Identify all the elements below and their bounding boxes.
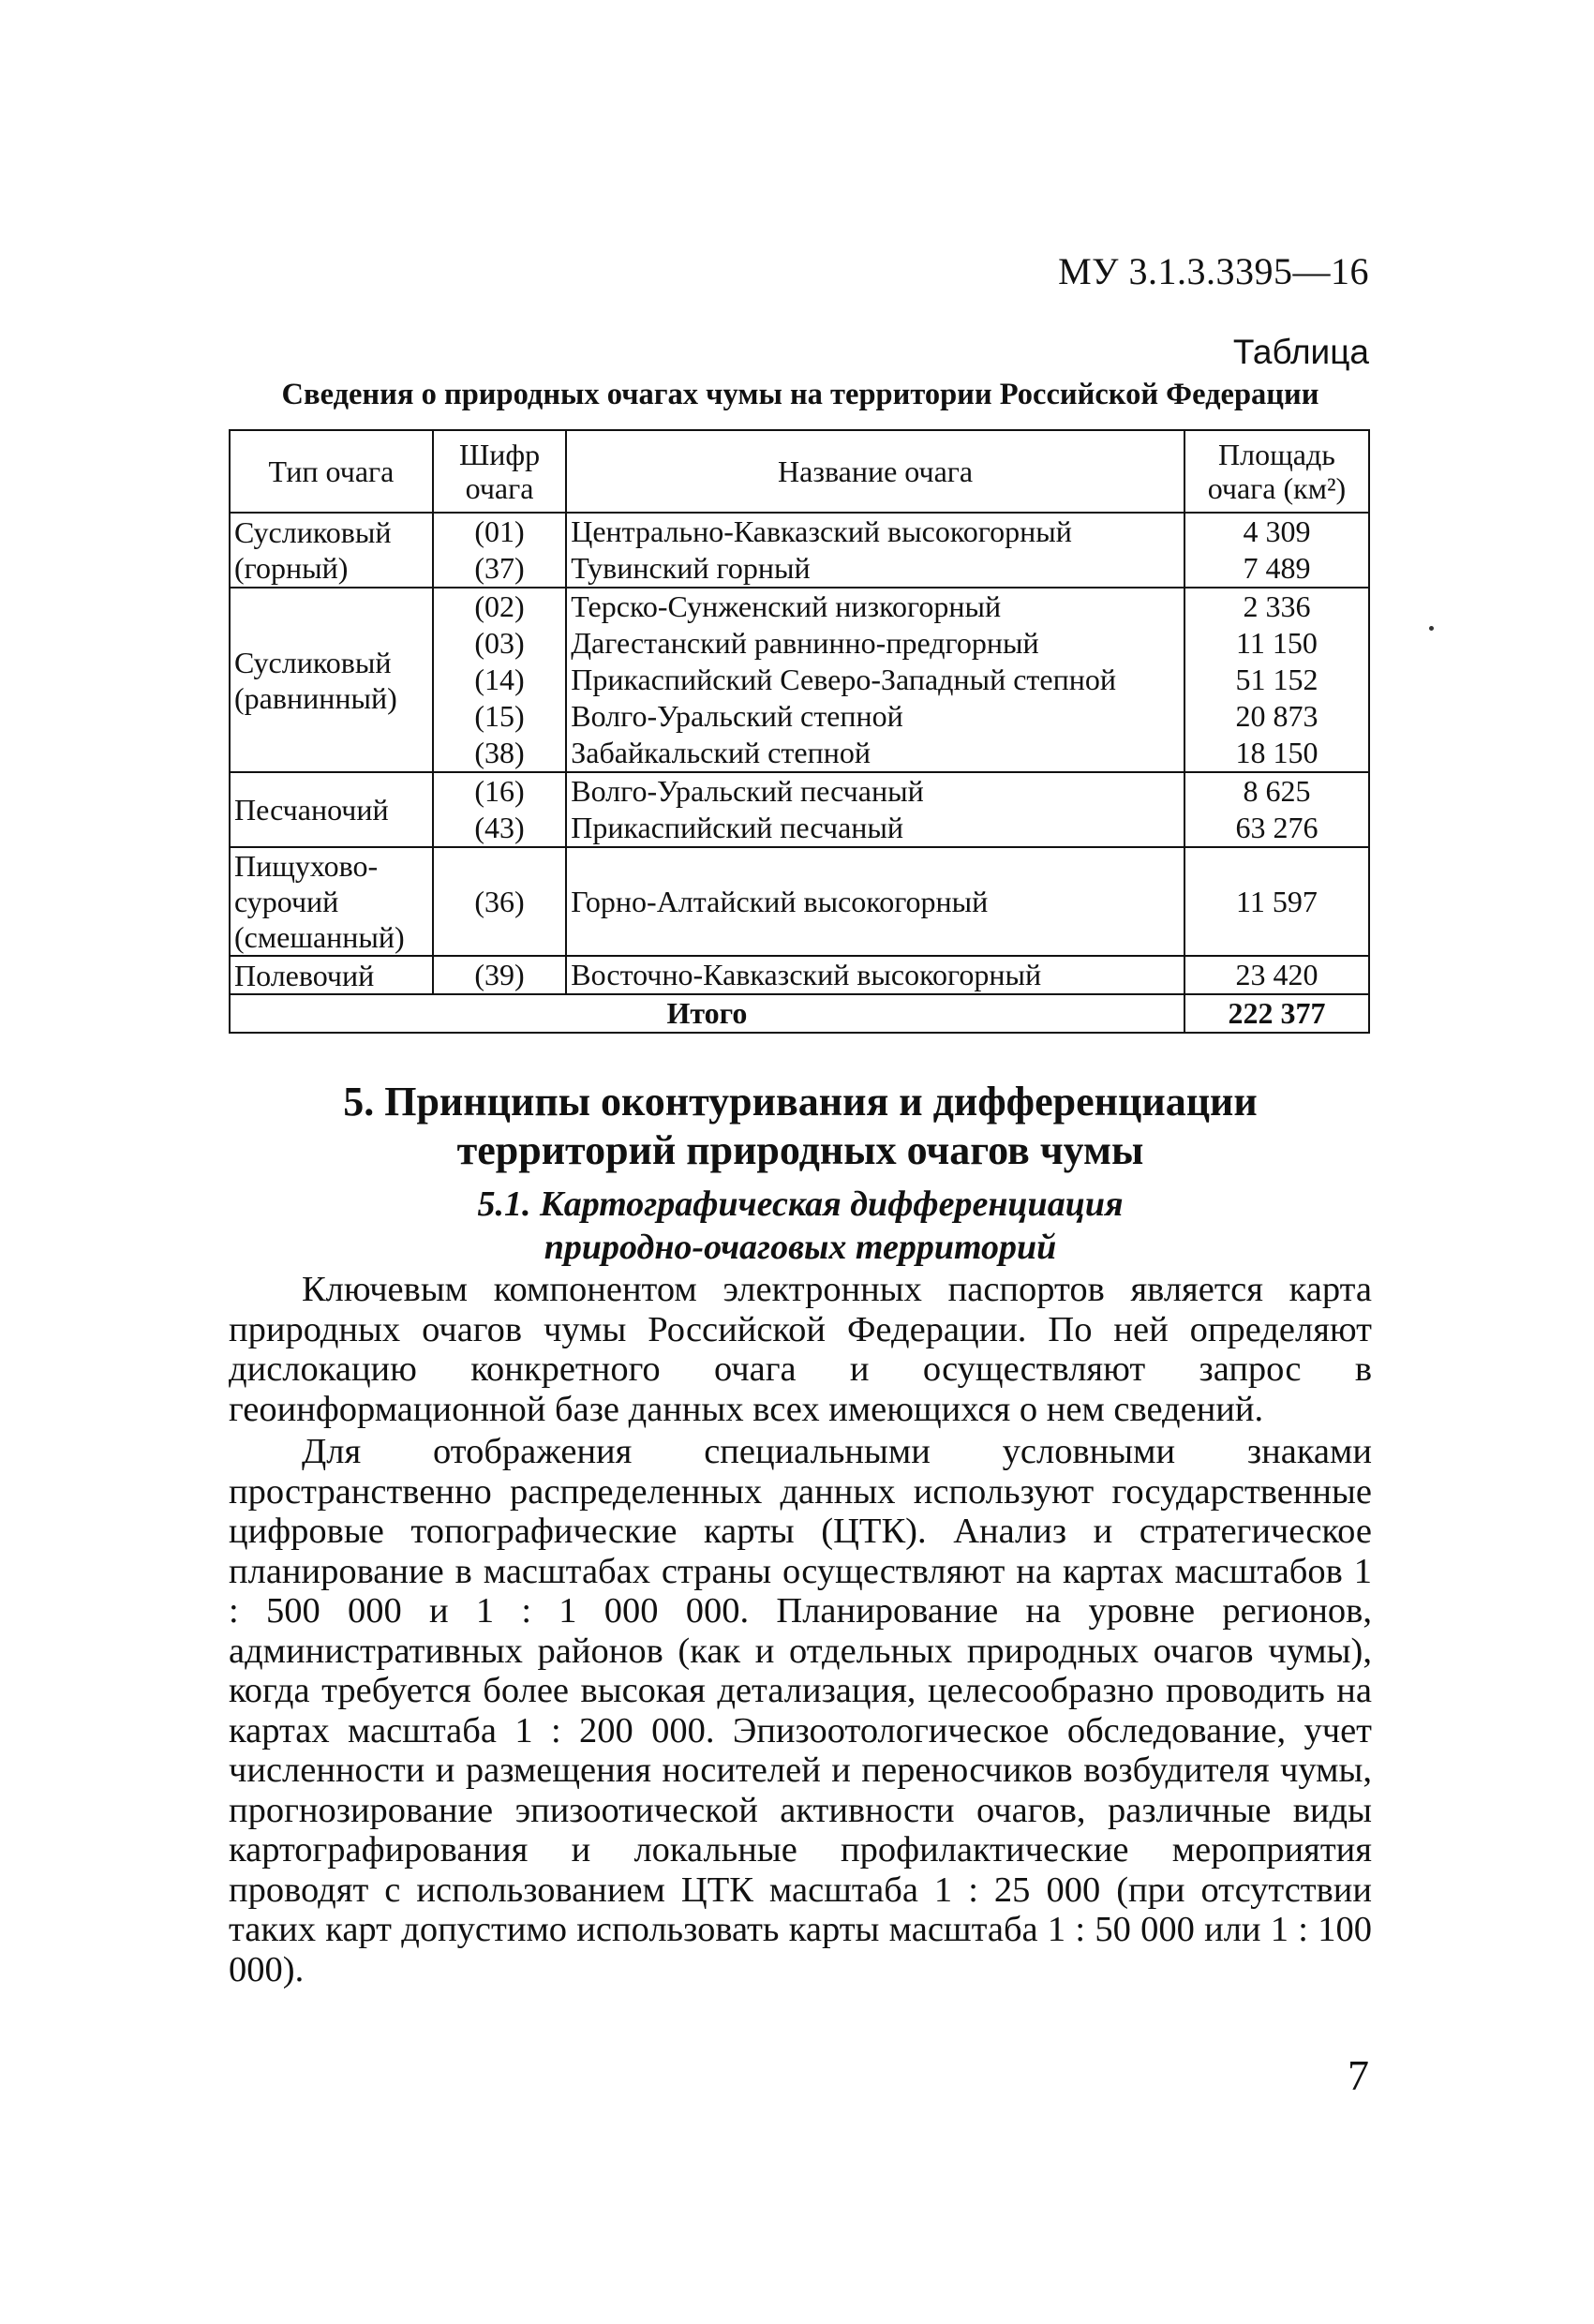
focus-area: 2 336: [1243, 589, 1311, 623]
total-value: 222 377: [1184, 994, 1369, 1033]
focus-name: Терско-Сунженский низкогорный: [571, 589, 1002, 623]
section-title-line2: территорий природных очагов чумы: [456, 1127, 1144, 1173]
focus-code-cell: (36): [433, 847, 566, 956]
focus-area: 8 625: [1243, 774, 1311, 808]
focus-code-cell: [433, 772, 566, 847]
focus-code: (37): [474, 551, 525, 585]
focus-area: 63 276: [1235, 811, 1318, 844]
focus-code: (14): [474, 663, 525, 696]
focus-name: Дагестанский равнинно-предгорный: [571, 626, 1039, 660]
table-row: [230, 847, 1369, 956]
focus-code: (15): [474, 699, 525, 733]
page-number: 7: [1348, 2051, 1369, 2099]
column-header-code-line2: очага: [465, 471, 534, 505]
focus-name: Прикаспийский песчаный: [571, 811, 904, 844]
focus-area: 4 309: [1243, 514, 1311, 548]
focus-code: (38): [474, 736, 525, 769]
subsection-title: [229, 1183, 1372, 1269]
subsection-title-line1: 5.1. Картографическая дифференциация: [477, 1184, 1124, 1224]
column-header-code: [433, 430, 566, 513]
focus-name-cell: Восточно-Кавказский высокогорный: [566, 956, 1184, 994]
focus-type-text: Пищухово-сурочий (смешанный): [234, 849, 405, 954]
focus-type-cell: Сусликовый (горный): [230, 513, 433, 588]
total-label: Итого: [230, 994, 1184, 1033]
focus-area-cell: [1184, 588, 1369, 772]
paragraph: Для отображения специальными условными знаками пространственно распределенных данных используют государственные цифровые топографические карты (ЦТК). Анализ и стратегическое планирование в масштабах страны осуществляют на картах масштабов 1 : 500 000 и 1 : 1 000 000. Планирование на уровне регионов, административных районов (как и отдельных природных очагов чумы), когда требуется более высокая детализация, целесообразно проводить на картах масштаба 1 : 200 000. Эпизоотологическое обследование, учет численности и размещения носителей и переносчиков возбудителя чумы, прогнозирование эпизоотической активности очагов, различные виды картографирования и локальные профилактические мероприятия проводят с использованием ЦТК масштаба 1 : 25 000 (при отсутствии таких карт допустимо использовать карты масштаба 1 : 50 000 или 1 : 100 000).: [229, 1432, 1372, 1989]
focus-name-cell: Горно-Алтайский высокогорный: [566, 847, 1184, 956]
column-header-type: Тип очага: [230, 430, 433, 513]
section-title-line1: 5. Принципы оконтуривания и дифференциации: [343, 1079, 1258, 1125]
focus-code-cell: (39): [433, 956, 566, 994]
table-row: [230, 588, 1369, 772]
focus-type-cell: [230, 847, 433, 956]
column-header-area-line2: очага (км²): [1207, 471, 1347, 505]
focus-area: 7 489: [1243, 551, 1311, 585]
focus-area-cell: [1184, 772, 1369, 847]
focus-name: Волго-Уральский песчаный: [571, 774, 924, 808]
table-label: Таблица: [1232, 333, 1369, 371]
focus-area: 20 873: [1235, 699, 1318, 733]
focus-name: Прикаспийский Северо-Западный степной: [571, 663, 1116, 696]
focus-name-cell: [566, 588, 1184, 772]
focus-area: 51 152: [1235, 663, 1318, 696]
table-row: [230, 772, 1369, 847]
table-title: Сведения о природных очагах чумы на территории Российской Федерации: [281, 378, 1319, 411]
focus-area-cell: 23 420: [1184, 956, 1369, 994]
subsection-title-line2: природно-очаговых территорий: [544, 1228, 1057, 1267]
column-header-area: [1184, 430, 1369, 513]
focus-code: (16): [474, 774, 525, 808]
table-header-row: [230, 430, 1369, 513]
table-total-row: [230, 994, 1369, 1033]
plague-foci-table: [229, 429, 1370, 1034]
focus-type-cell: Песчаночий: [230, 772, 433, 847]
focus-code-cell: [433, 513, 566, 588]
focus-name-cell: [566, 513, 1184, 588]
focus-type-cell: Сусликовый (равнинный): [230, 588, 433, 772]
focus-area: 11 150: [1236, 626, 1318, 660]
document-code: МУ 3.1.3.3395—16: [1058, 250, 1369, 292]
focus-name: Центрально-Кавказский высокогорный: [571, 514, 1072, 548]
section-title: [229, 1078, 1372, 1175]
focus-code: (02): [474, 589, 525, 623]
column-header-code-line1: Шифр: [458, 438, 541, 471]
focus-name: Волго-Уральский степной: [571, 699, 903, 733]
column-header-area-line1: Площадь: [1218, 438, 1335, 471]
scan-speck: [1429, 626, 1434, 631]
focus-code: (01): [474, 514, 525, 548]
column-header-name: Название очага: [566, 430, 1184, 513]
focus-type-cell: Полевочий: [230, 956, 433, 994]
focus-area-cell: 11 597: [1184, 847, 1369, 956]
focus-name: Забайкальский степной: [571, 736, 871, 769]
table-row: [230, 513, 1369, 588]
focus-code-cell: [433, 588, 566, 772]
focus-code: (03): [474, 626, 525, 660]
focus-code: (43): [474, 811, 525, 844]
focus-name: Тувинский горный: [571, 551, 811, 585]
focus-name-cell: [566, 772, 1184, 847]
table-row: [230, 956, 1369, 994]
paragraph: Ключевым компонентом электронных паспортов является карта природных очагов чумы Российской Федерации. По ней определяют дислокацию конкретного очага и осуществляют запрос в геоинформационной базе данных всех имеющихся о нем сведений.: [229, 1270, 1372, 1429]
focus-area: 18 150: [1235, 736, 1318, 769]
focus-area-cell: [1184, 513, 1369, 588]
